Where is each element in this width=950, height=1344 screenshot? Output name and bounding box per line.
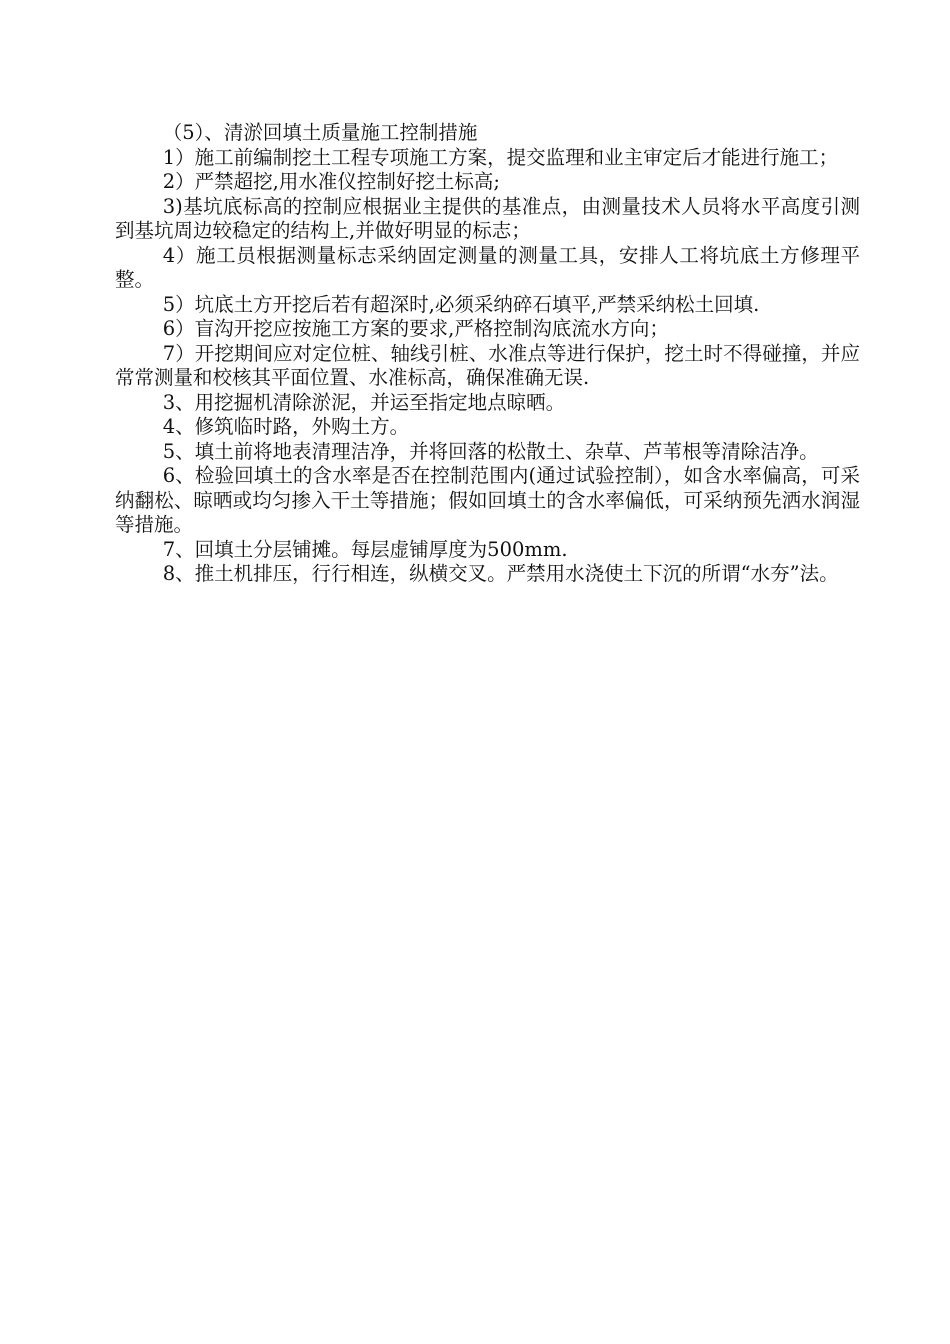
paragraph-item: 5）坑底土方开挖后若有超深时,必须采纳碎石填平,严禁采纳松土回填. bbox=[162, 292, 760, 316]
paragraph-item: 1）施工前编制挖土工程专项施工方案，提交监理和业主审定后才能进行施工； bbox=[162, 145, 839, 169]
paragraph-item: 3)基坑底标高的控制应根据业主提供的基准点，由测量技术人员将水平高度引测到基坑周边较稳定的结构上,并做好明显的标志； bbox=[115, 194, 860, 242]
paragraph-item: 7）开挖期间应对定位桩、轴线引桩、水准点等进行保护，挖土时不得碰撞，并应常常测量和校核其平面位置、水准标高，确保准确无误. bbox=[115, 341, 860, 389]
paragraph-item: 6）盲沟开挖应按施工方案的要求,严格控制沟底流水方向； bbox=[162, 317, 669, 340]
paragraph-item: 4、修筑临时路，外购土方。 bbox=[162, 415, 410, 438]
section-heading: （5）、清淤回填土质量施工控制措施 bbox=[162, 121, 478, 144]
paragraph-item: 7、回填土分层铺摊。每层虚铺厚度为500mm. bbox=[162, 537, 568, 561]
paragraph-item: 3、用挖掘机清除淤泥，并运至指定地点晾晒。 bbox=[162, 390, 566, 414]
paragraph-item: 8、推土机排压，行行相连，纵横交叉。严禁用水浇使土下沉的所谓“水夯”法。 bbox=[162, 562, 839, 585]
paragraph-item: 4）施工员根据测量标志采纳固定测量的测量工具，安排人工将坑底土方修理平整。 bbox=[115, 243, 860, 291]
paragraph-item: 6、检验回填土的含水率是否在控制范围内(通过试验控制），如含水率偏高，可采纳翻松、晾晒或均匀掺入干土等措施；假如回填土的含水率偏低，可采纳预先洒水润湿等措施。 bbox=[115, 464, 860, 536]
paragraph-item: 5、填土前将地表清理洁净，并将回落的松散土、杂草、芦苇根等清除洁净。 bbox=[162, 439, 819, 463]
document-body bbox=[115, 121, 860, 587]
paragraph-item: 2）严禁超挖,用水准仪控制好挖土标高; bbox=[162, 170, 500, 193]
